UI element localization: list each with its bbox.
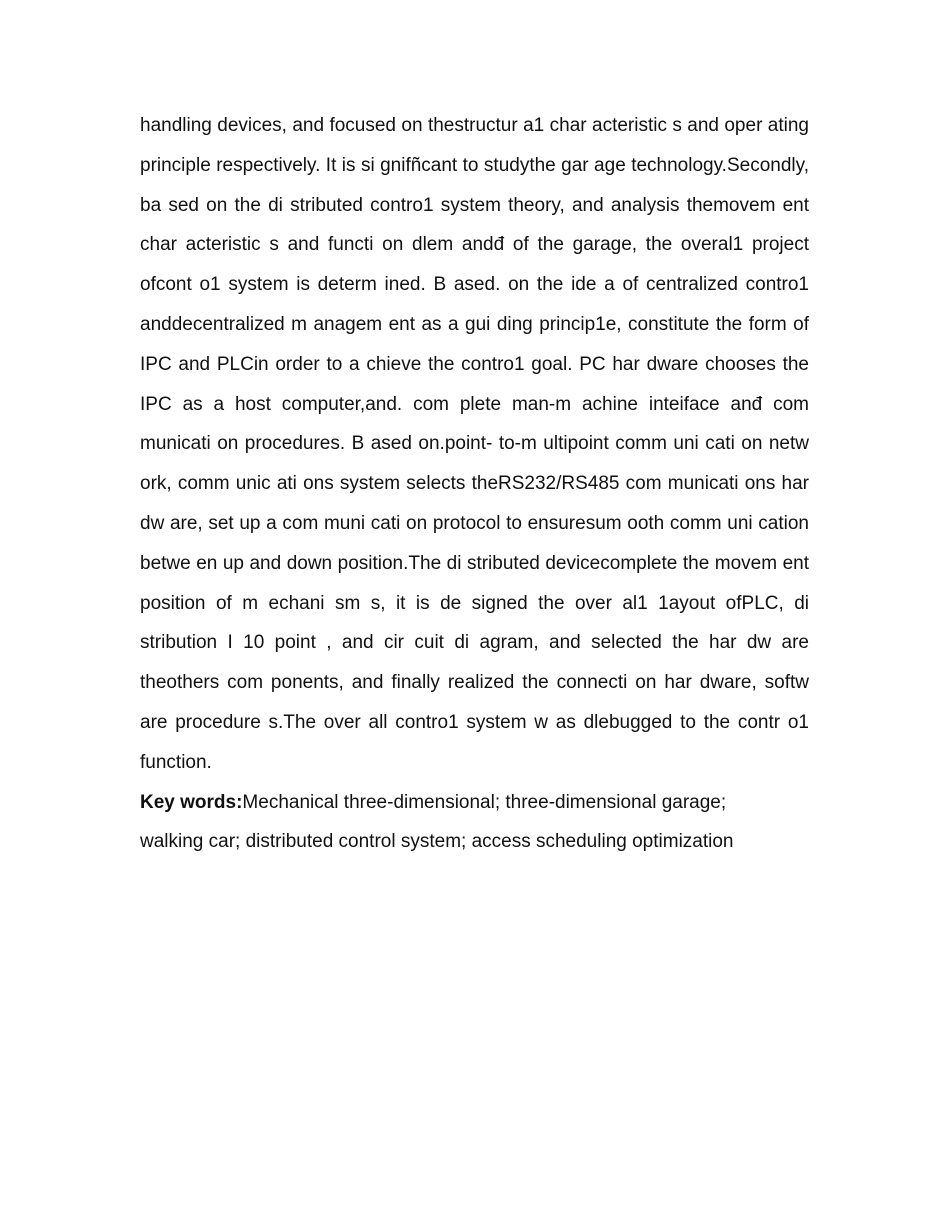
keywords-line-2: walking car; distributed control system; access scheduling optimization [140, 831, 734, 853]
abstract-section [140, 106, 809, 862]
keywords-line-1: Mechanical three-dimensional; three-dimensional garage; [242, 791, 727, 813]
abstract-body-paragraph: handling devices, and focused on thestructur a1 char acteristic s and oper ating principle respectively. It is si gnifñcant to studythe gar age technology.Secondly, ba sed on the di stributed contro1 system theory, and analysis themovem ent char acteristic s and functi on dlem andđ of the garage, the overal1 project ofcont o1 system is determ ined. B ased. on the ide a of centralized contro1 anddecentralized m anagem ent as a gui ding princip1e, constitute the form of IPC and PLCin order to a chieve the contro1 goal. PC har dware chooses the IPC as a host computer,and. com plete man-m achine inteiface anđ com municati on procedures. B ased on.point- to-m ultipoint comm uni cati on netw ork, comm unic ati ons system selects theRS232/RS485 com municati ons har dw are, set up a com muni cati on protocol to ensuresum ooth comm uni cation betwe en up and down position.The di stributed devicecomplete the movem ent position of m echani sm s, it is de signed the over al1 1ayout ofPLC, di stribution I 10 point , and cir cuit di agram, and selected the har dw are theothers com ponents, and finally realized the connecti on har dware, softw are procedure s.The over all contro1 system w as dlebugged to the contr o1 function. [140, 115, 809, 773]
keywords-label: Key words: [140, 791, 243, 813]
keywords-paragraph [140, 783, 809, 863]
